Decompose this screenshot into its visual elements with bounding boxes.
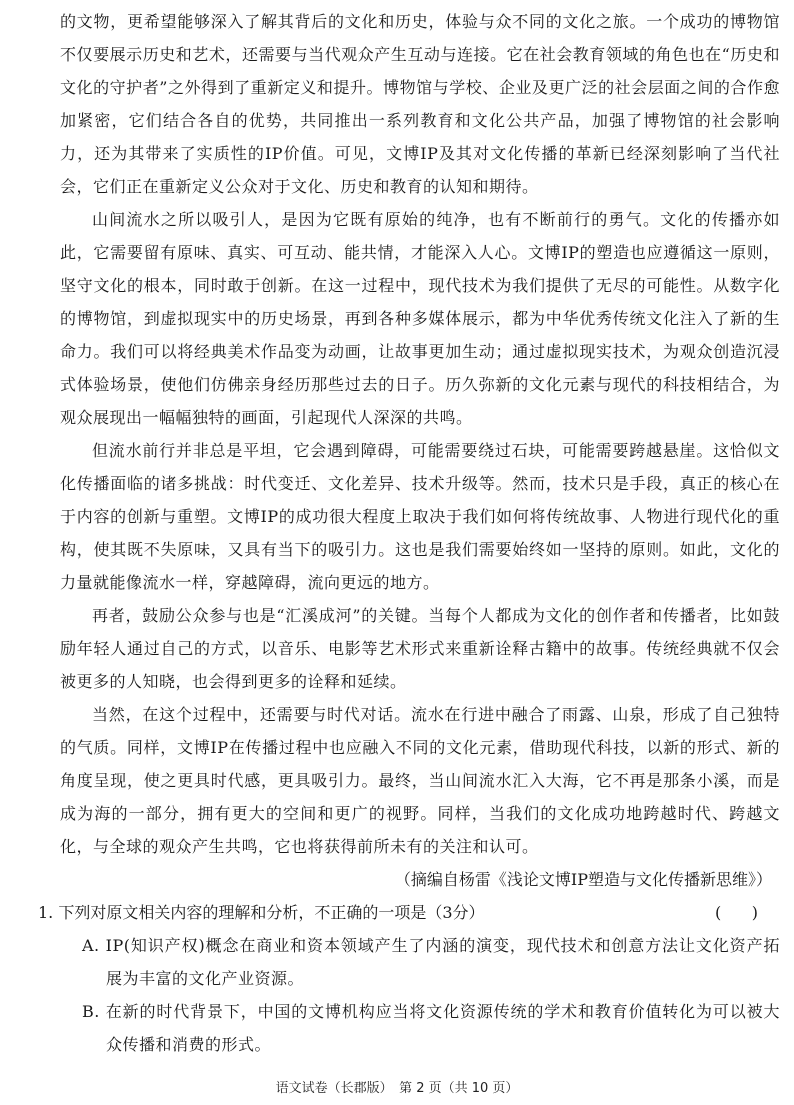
passage-paragraph-4: 再者，鼓励公众参与也是“汇溪成河”的关键。当每个人都成为文化的创作者和传播者，比如鼓励年轻人通过自己的方式，以音乐、电影等艺术形式来重新诠释古籍中的故事。传统经典就不仅会被更多的人知晓，也会得到更多的诠释和延续。 (60, 606, 780, 691)
option-a[interactable]: A. IP(知识产权)概念在商业和资本领域产生了内涵的演变，现代技术和创意方法让文化资产拓展为丰富的文化产业资源。 (82, 936, 780, 988)
exam-page (38, 5, 780, 1061)
passage-paragraph-2: 山间流水之所以吸引人，是因为它既有原始的纯净，也有不断前行的勇气。文化的传播亦如此，它需要留有原味、真实、可互动、能共情，才能深入人心。文博IP的塑造也应遵循这一原则，坚守文化的根本，同时敢于创新。在这一过程中，现代技术为我们提供了无尽的可能性。从数字化的博物馆，到虚拟现实中的历史场景，再到各种多媒体展示，都为中华优秀传统文化注入了新的生命力。我们可以将经典美术作品变为动画，让故事更加生动；通过虚拟现实技术，为观众创造沉浸式体验场景，使他们仿佛亲身经历那些过去的日子。历久弥新的文化元素与现代的科技相结合，为观众展现出一幅幅独特的画面，引起现代人深深的共鸣。 (60, 210, 780, 427)
passage-source: （摘编自杨雷《浅论文博IP塑造与文化传播新思维》） (394, 870, 772, 889)
options-list (60, 929, 780, 1061)
question-block (38, 896, 780, 1061)
question-1-text: 1. 下列对原文相关内容的理解和分析，不正确的一项是（3分） (38, 903, 485, 922)
page-footer: 语文试卷（长郡版） 第 2 页（共 10 页） (275, 1081, 519, 1096)
passage-paragraph-5: 当然，在这个过程中，还需要与时代对话。流水在行进中融合了雨露、山泉，形成了自己独特的气质。同样，文博IP在传播过程中也应融入不同的文化元素，借助现代科技，以新的形式、新的角度呈现，使之更具时代感，更具吸引力。最终，当山间流水汇入大海，它不再是那条小溪，而是成为海的一部分，拥有更大的空间和更广的视野。同样，当我们的文化成功地跨越时代、跨越文化，与全球的观众产生共鸣，它也将获得前所未有的关注和认可。 (60, 705, 780, 856)
reading-passage (60, 5, 780, 863)
passage-paragraph-3: 但流水前行并非总是平坦，它会遇到障碍，可能需要绕过石块，可能需要跨越悬崖。这恰似文化传播面临的诸多挑战：时代变迁、文化差异、技术升级等。然而，技术只是手段，真正的核心在于内容的创新与重塑。文博IP的成功很大程度上取决于我们如何将传统故事、人物进行现代化的重构，使其既不失原味，又具有当下的吸引力。这也是我们需要始终如一坚持的原则。如此，文化的力量就能像流水一样，穿越障碍，流向更远的地方。 (60, 441, 780, 592)
question-1 (38, 896, 780, 929)
passage-paragraph-1: 的文物，更希望能够深入了解其背后的文化和历史，体验与众不同的文化之旅。一个成功的博物馆不仅要展示历史和艺术，还需要与当代观众产生互动与连接。它在社会教育领域的角色也在“历史和文化的守护者”之外得到了重新定义和提升。博物馆与学校、企业及更广泛的社会层面之间的合作愈加紧密，它们结合各自的优势，共同推出一系列教育和文化公共产品，加强了博物馆的社会影响力，还为其带来了实质性的IP价值。可见，文博IP及其对文化传播的革新已经深刻影响了当代社会，它们正在重新定义公众对于文化、历史和教育的认知和期待。 (60, 12, 780, 196)
option-b[interactable]: B. 在新的时代背景下，中国的文博机构应当将文化资源传统的学术和教育价值转化为可以被大众传播和消费的形式。 (82, 1002, 780, 1054)
answer-blank[interactable]: ( ) (715, 903, 758, 922)
